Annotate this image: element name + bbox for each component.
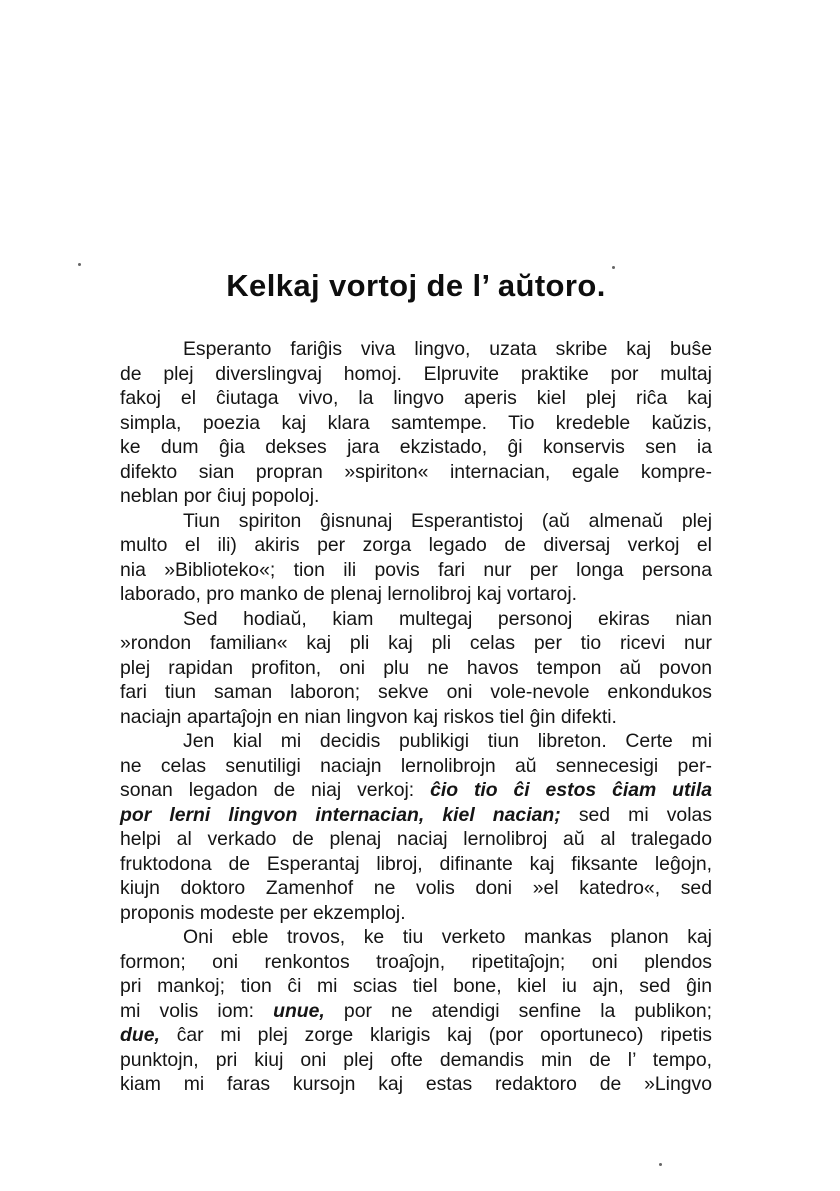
chapter-title: Kelkaj vortoj de l’ aŭtoro. [226,268,606,303]
text-line: difekto sian propran »spiriton« internacian, egale kompre- [120,460,712,483]
text-line: plej rapidan profiton, oni plu ne havos tempon aŭ povon [120,656,712,679]
text-line: mi volis iom: unue, por ne atendigi senfine la publikon; [120,999,713,1022]
text-line: formon; oni renkontos troaĵojn, ripetitaĵojn; oni plendos [120,950,712,973]
paper-speck [78,263,81,266]
paper-speck [659,1163,662,1166]
text-line: ne celas senutiligi naciajn lernolibrojn aŭ sennecesigi per- [120,754,712,777]
text-line: ke dum ĝia dekses jara ekzistado, ĝi konservis sen ia [120,436,712,458]
text-line: naciajn apartaĵojn en nian lingvon kaj riskos tiel ĝin difekti. [120,705,617,728]
text-line: por lerni lingvon internacian, kiel nacian; sed mi volas [120,803,713,826]
text-line: proponis modeste per ekzemploj. [120,901,406,924]
text-line: kiam mi faras kursojn kaj estas redaktoro de »Lingvo [120,1073,712,1095]
text-line: pri mankoj; tion ĉi mi scias tiel bone, kiel iu ajn, sed ĝin [120,975,712,997]
text-line: sonan legadon de niaj verkoj: ĉio tio ĉi estos ĉiam utila [120,779,712,801]
emphasis-text: due, [120,1024,160,1046]
text-line: Sed hodiaŭ, kiam multegaj personoj ekiras nian [183,607,712,630]
text-line: Tiun spiriton ĝisnunaj Esperantistoj (aŭ almenaŭ plej [183,509,712,532]
emphasis-text: ĉio tio ĉi estos ĉiam utila [430,779,712,801]
text-line: neblan por ĉiuj popoloj. [120,485,320,507]
emphasis-text: por lerni lingvon internacian, kiel nacian; [120,803,561,826]
text-line: helpi al verkado de plenaj naciaj lernolibroj aŭ al tralegado [120,828,712,850]
text-line: Jen kial mi decidis publikigi tiun libreton. Certe mi [183,730,712,752]
text-line: due, ĉar mi plej zorge klarigis kaj (por oportuneco) ripetis [120,1024,712,1046]
text-line: nia »Biblioteko«; tion ili povis fari nur per longa persona [120,558,712,581]
text-line: Oni eble trovos, ke tiu verketo mankas planon kaj [183,926,712,948]
text-line: fakoj el ĉiutaga vivo, la lingvo aperis kiel plej riĉa kaj [120,387,712,409]
emphasis-text: unue, [273,999,325,1022]
paper-speck [612,266,615,269]
text-line: Esperanto fariĝis viva lingvo, uzata skribe kaj buŝe [183,338,712,360]
text-line: punktojn, pri kiuj oni plej ofte demandis min de l’ tempo, [120,1048,712,1071]
body-text [120,337,712,1097]
text-line: kiujn doktoro Zamenhof ne volis doni »el katedro«, sed [120,877,712,899]
text-line: fari tiun saman laboron; sekve oni vole-nevole enkondukos [120,681,712,703]
text-line: de plej diverslingvaj homoj. Elpruvite praktike por multaj [120,362,712,385]
text-line: simpla, poezia kaj klara samtempe. Tio kredeble kaŭzis, [120,411,712,434]
text-line: multo el ili) akiris per zorga legado de diversaj verkoj el [120,534,712,556]
text-line: »rondon familian« kaj pli kaj pli celas per tio ricevi nur [120,632,712,654]
text-line: laborado, pro manko de plenaj lernolibroj kaj vortaroj. [120,583,578,605]
text-line: fruktodona de Esperantaj libroj, difinante kaj fiksante leĝojn, [120,852,712,875]
